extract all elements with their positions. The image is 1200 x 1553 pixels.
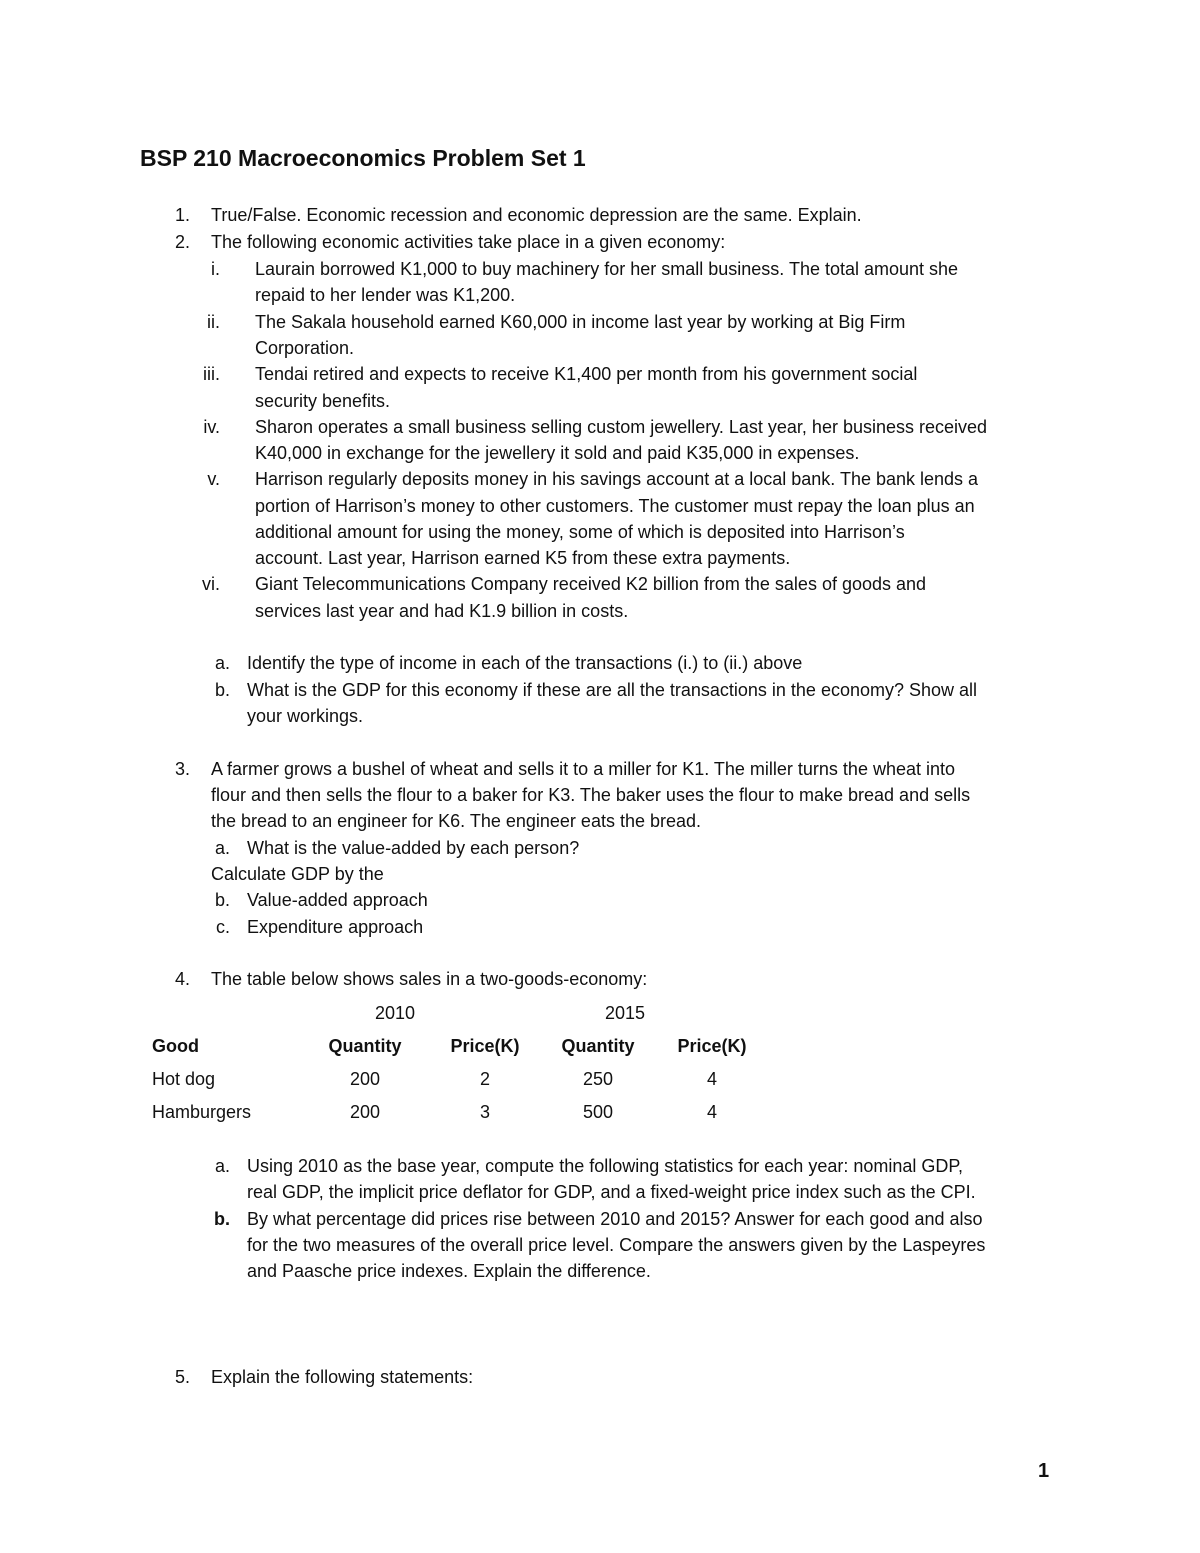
table-cell: 500 xyxy=(582,1102,614,1122)
table-cell: 3 xyxy=(479,1102,490,1122)
item-number: i. xyxy=(211,259,220,279)
item-text: K40,000 in exchange for the jewellery it sold and paid K35,000 in expenses. xyxy=(255,443,860,463)
table-cell: Hot dog xyxy=(152,1069,216,1089)
table-cell: 250 xyxy=(582,1069,614,1089)
item-text: repaid to her lender was K1,200. xyxy=(255,285,516,305)
item-text: Corporation. xyxy=(255,338,355,358)
item-text: additional amount for using the money, some of which is deposited into Harrison’s xyxy=(255,522,905,542)
item-number: v. xyxy=(207,469,220,489)
item-text: The Sakala household earned K60,000 in income last year by working at Big Firm xyxy=(255,312,906,332)
part-text: What is the GDP for this economy if these are all the transactions in the economy? Show all xyxy=(247,680,978,700)
question-number: 3. xyxy=(174,759,190,779)
item-number: iii. xyxy=(203,364,220,384)
question-text: A farmer grows a bushel of wheat and sells it to a miller for K1. The miller turns the wheat into xyxy=(211,759,956,779)
table-cell: Hamburgers xyxy=(152,1102,252,1122)
item-number: ii. xyxy=(207,312,220,332)
part-text: your workings. xyxy=(247,706,364,726)
question-text: Calculate GDP by the xyxy=(211,864,384,884)
table-year-heading: 2010 xyxy=(374,1003,416,1023)
item-number: vi. xyxy=(202,574,220,594)
question-text: True/False. Economic recession and economic depression are the same. Explain. xyxy=(211,205,862,225)
part-text: Using 2010 as the base year, compute the following statistics for each year: nominal GDP, xyxy=(247,1156,964,1176)
table-header: Quantity xyxy=(561,1036,635,1056)
question-number: 1. xyxy=(174,205,190,225)
table-header: Good xyxy=(152,1036,199,1056)
question-text: The table below shows sales in a two-goods-economy: xyxy=(211,969,648,989)
table-header: Price(K) xyxy=(450,1036,520,1056)
part-letter: b. xyxy=(214,890,230,910)
part-letter: a. xyxy=(214,653,230,673)
item-text: Sharon operates a small business selling custom jewellery. Last year, her business received xyxy=(255,417,988,437)
part-text: real GDP, the implicit price deflator for GDP, and a fixed-weight price index such as the CPI. xyxy=(247,1182,976,1202)
question-text: The following economic activities take place in a given economy: xyxy=(211,232,726,252)
item-number: iv. xyxy=(203,417,220,437)
part-text: Expenditure approach xyxy=(247,917,424,937)
item-text: Giant Telecommunications Company received K2 billion from the sales of goods and xyxy=(255,574,927,594)
question-number: 4. xyxy=(174,969,190,989)
table-cell: 200 xyxy=(349,1102,381,1122)
item-text: security benefits. xyxy=(255,391,391,411)
part-text: By what percentage did prices rise between 2010 and 2015? Answer for each good and also xyxy=(247,1209,983,1229)
part-letter: b. xyxy=(214,680,230,700)
question-text: flour and then sells the flour to a baker for K3. The baker uses the flour to make bread and sells xyxy=(211,785,971,805)
table-header: Price(K) xyxy=(677,1036,747,1056)
part-letter: c. xyxy=(215,917,230,937)
question-number: 5. xyxy=(174,1367,190,1387)
part-text: Identify the type of income in each of the transactions (i.) to (ii.) above xyxy=(247,653,803,673)
question-text: Explain the following statements: xyxy=(211,1367,474,1387)
item-text: account. Last year, Harrison earned K5 from these extra payments. xyxy=(255,548,791,568)
page-number: 1 xyxy=(1038,1460,1050,1482)
item-text: Harrison regularly deposits money in his savings account at a local bank. The bank lends a xyxy=(255,469,979,489)
table-year-heading: 2015 xyxy=(604,1003,646,1023)
item-text: Tendai retired and expects to receive K1,400 per month from his government social xyxy=(255,364,918,384)
item-text: services last year and had K1.9 billion in costs. xyxy=(255,601,629,621)
question-number: 2. xyxy=(174,232,190,252)
part-letter: a. xyxy=(214,838,230,858)
part-letter: b. xyxy=(214,1209,230,1229)
part-text: What is the value-added by each person? xyxy=(247,838,580,858)
part-text: and Paasche price indexes. Explain the difference. xyxy=(247,1261,651,1281)
part-letter: a. xyxy=(214,1156,230,1176)
part-text: for the two measures of the overall price level. Compare the answers given by the Laspeyres xyxy=(247,1235,986,1255)
part-text: Value-added approach xyxy=(247,890,428,910)
table-header: Quantity xyxy=(328,1036,402,1056)
table-cell: 4 xyxy=(706,1069,717,1089)
page-title: BSP 210 Macroeconomics Problem Set 1 xyxy=(140,145,586,171)
table-cell: 4 xyxy=(706,1102,717,1122)
item-text: Laurain borrowed K1,000 to buy machinery for her small business. The total amount she xyxy=(255,259,959,279)
table-cell: 200 xyxy=(349,1069,381,1089)
table-cell: 2 xyxy=(479,1069,490,1089)
question-text: the bread to an engineer for K6. The engineer eats the bread. xyxy=(211,811,702,831)
item-text: portion of Harrison’s money to other customers. The customer must repay the loan plus an xyxy=(255,496,975,516)
